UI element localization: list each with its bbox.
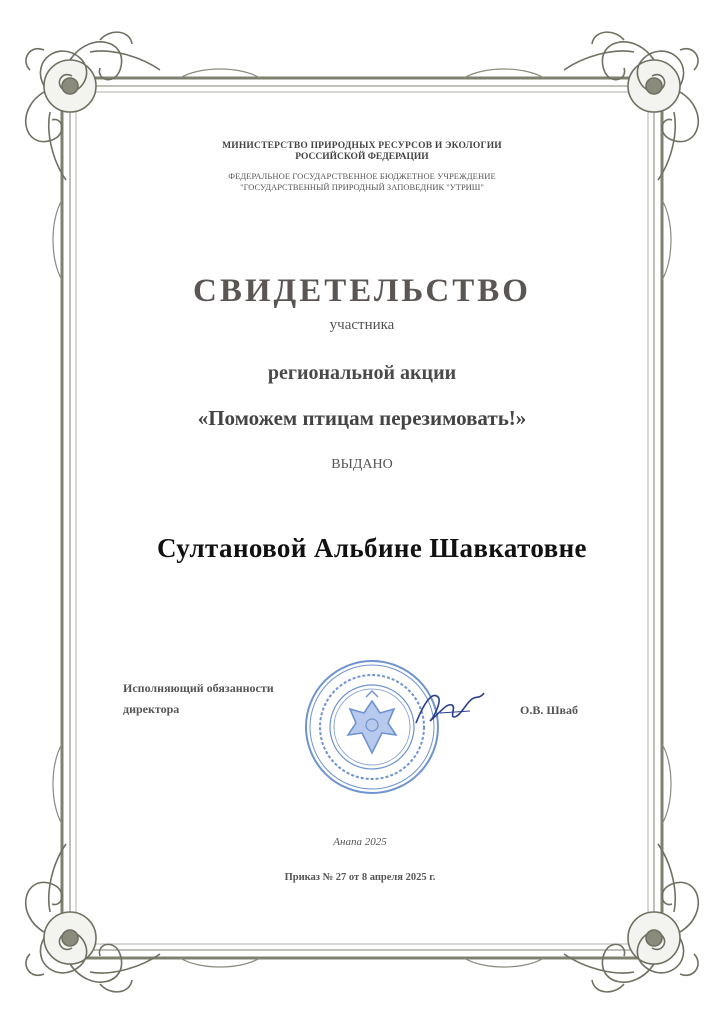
ministry-line-1: МИНИСТЕРСТВО ПРИРОДНЫХ РЕСУРСОВ И ЭКОЛОГИИ	[222, 141, 502, 151]
signer-position-line-1: Исполняющий обязанности	[123, 681, 274, 695]
ministry-line-2: РОССИЙСКОЙ ФЕДЕРАЦИИ	[295, 152, 429, 162]
handwritten-signature	[410, 683, 490, 733]
signer-name: О.В. Шваб	[520, 703, 578, 717]
certificate-title: СВИДЕТЕЛЬСТВО	[193, 273, 531, 309]
institution-line-1: ФЕДЕРАЛЬНОЕ ГОСУДАРСТВЕННОЕ БЮДЖЕТНОЕ УЧРЕЖДЕНИЕ	[228, 171, 496, 181]
issued-label: ВЫДАНО	[331, 457, 393, 472]
event-type: региональной акции	[267, 362, 457, 384]
institution-line-2: "ГОСУДАРСТВЕННЫЙ ПРИРОДНЫЙ ЗАПОВЕДНИК "УТРИШ"	[240, 182, 484, 192]
signer-position-line-2: директора	[123, 702, 180, 716]
recipient-name: Султановой Альбине Шавкатовне	[157, 533, 587, 563]
signer-position	[123, 678, 274, 720]
order-reference: Приказ № 27 от 8 апреля 2025 г.	[284, 872, 436, 883]
city-year: Анапа 2025	[333, 836, 387, 848]
certificate-subtitle: участника	[329, 317, 395, 333]
event-name: «Поможем птицам перезимовать!»	[197, 406, 527, 430]
